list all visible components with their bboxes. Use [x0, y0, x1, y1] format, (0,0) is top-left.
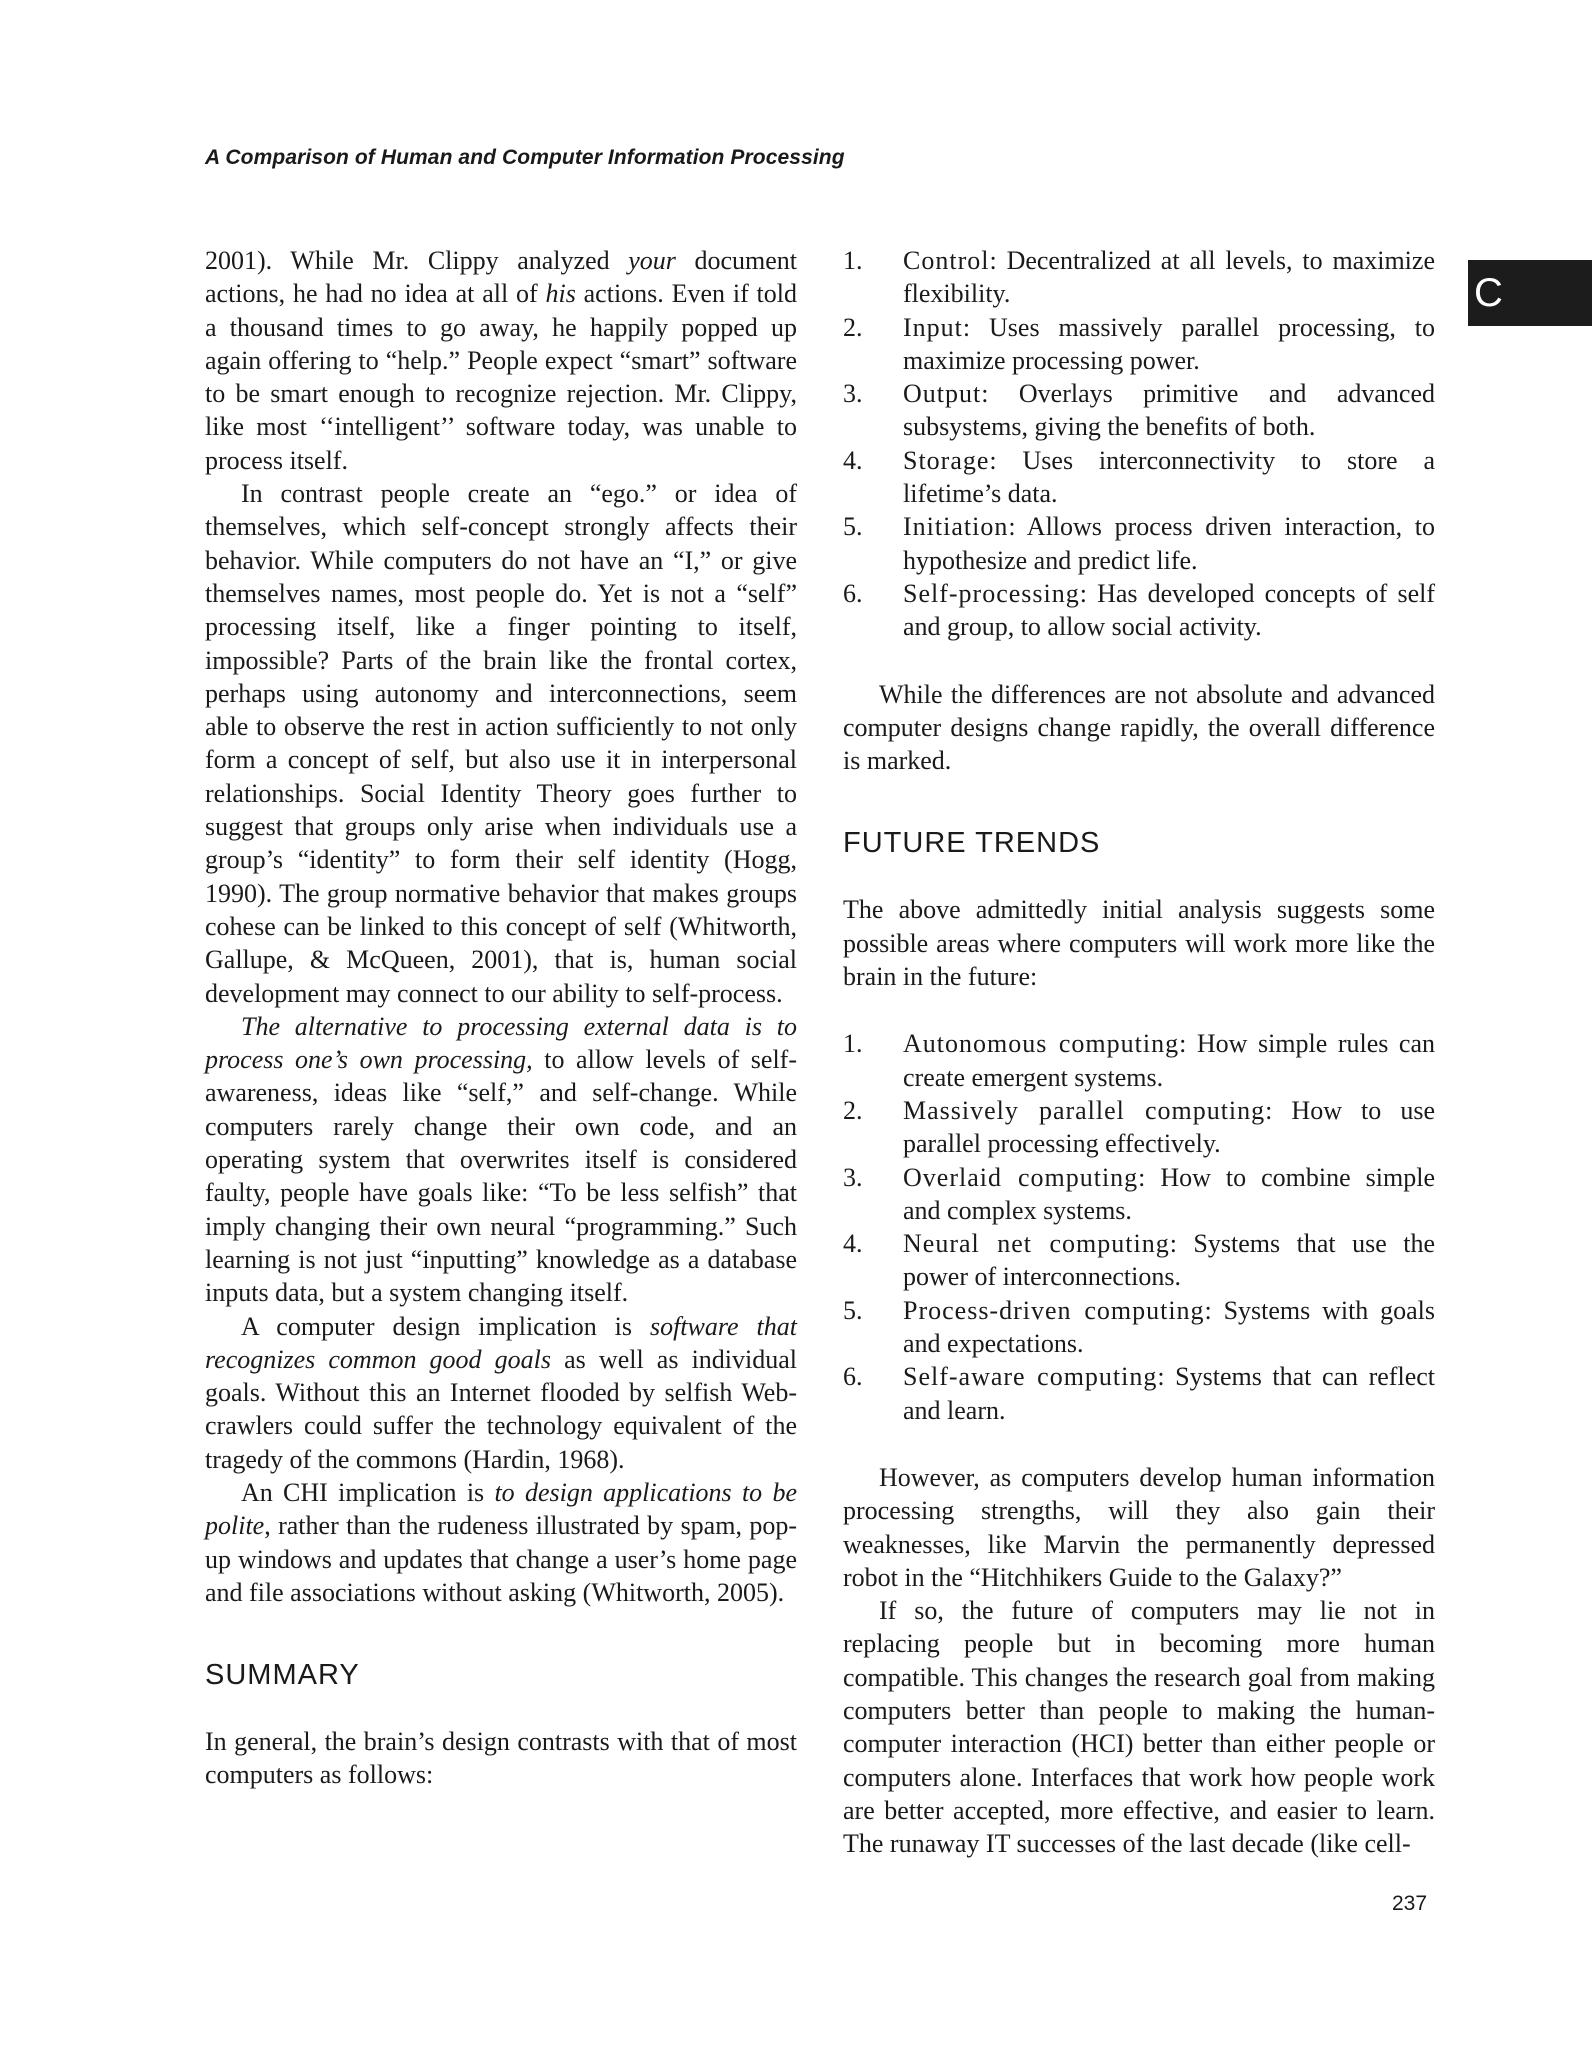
- future-intro: The above admittedly initial analysis suggests some possible areas where computers will work more like the brain in the future:: [843, 895, 1435, 992]
- page-number: 237: [1392, 1892, 1428, 1915]
- paragraph-clippy: 2001). While Mr. Clippy analyzed your document actions, he had no idea at all of his actions. Even if told a thousand times to go away, he happily popped up again offering to “help.” People expect “smart” software to be smart enough to recognize rejection. Mr. Clippy, like most ‘‘intelligent’’ software today, was unable to process itself.: [205, 246, 797, 475]
- future-trends-list: [843, 1027, 1435, 1427]
- paragraph-polite: An CHI implication is to design applications to be polite, rather than the rudeness illustrated by spam, pop-up windows and updates that change a user’s home page and file associations without asking (Whitworth, 2005).: [205, 1477, 797, 1607]
- right-column: [843, 244, 1435, 1860]
- list-item: 6. Self-processing: Has developed concepts of self and group, to allow social activity.: [843, 578, 1435, 642]
- summary-text: In general, the brain’s design contrasts with that of most computers as follows:: [205, 1727, 797, 1790]
- running-head: A Comparison of Human and Computer Information Processing: [205, 146, 845, 169]
- paragraph-common-good: A computer design implication is software that recognizes common good goals as well as individual goals. Without this an Internet flooded by selfish Web-crawlers could suffer the technology equivalent of the tragedy of the commons (Hardin, 1968).: [205, 1311, 798, 1474]
- list-item: 4. Neural net computing: Systems that use the power of interconnections.: [843, 1229, 1435, 1292]
- brain-design-list: [843, 244, 1435, 644]
- paragraph-if-so: If so, the future of computers may lie not in replacing people but in becoming more human compatible. This changes the research goal from making computers better than people to making the human-computer interaction (HCI) better than either people or computers alone. Interfaces that work how people work are better accepted, more effective, and easier to learn. The runaway IT successes of the last decade (like cell-: [843, 1596, 1435, 1859]
- paragraph-self-processing: The alternative to processing external data is to process one’s own processing, to allow levels of self-awareness, ideas like “self,” and self-change. While computers rarely change their own code, and an operating system that overwrites itself is considered faulty, people have goals like: “To be less selfish” that imply changing their own neural “programming.” Such learning is not just “inputting” knowledge as a database inputs data, but a system changing itself.: [205, 1011, 797, 1308]
- list-item: 5. Process-driven computing: Systems with goals and expectations.: [843, 1295, 1435, 1359]
- list-item: 4. Storage: Uses interconnectivity to store a lifetime’s data.: [843, 445, 1435, 509]
- list-item: 2. Massively parallel computing: How to use parallel processing effectively.: [843, 1095, 1435, 1159]
- list-item: 3. Overlaid computing: How to combine simple and complex systems.: [843, 1162, 1435, 1225]
- list-item: 6. Self-aware computing: Systems that can reflect and learn.: [843, 1362, 1435, 1425]
- summary-heading: SUMMARY: [205, 1659, 360, 1692]
- list-item: 3. Output: Overlays primitive and advanced subsystems, giving the benefits of both.: [843, 379, 1435, 442]
- list-item: 5. Initiation: Allows process driven interaction, to hypothesize and predict life.: [843, 512, 1435, 575]
- future-trends-heading: FUTURE TRENDS: [843, 827, 1101, 860]
- section-tab: C: [1468, 260, 1592, 326]
- paragraph-ego: In contrast people create an “ego.” or idea of themselves, which self-concept strongly affects their behavior. While computers do not have an “I,” or give themselves names, most people do. Yet is not a “self” processing itself, like a finger pointing to itself, impossible? Parts of the brain like the frontal cortex, perhaps using autonomy and interconnections, seem able to observe the rest in action sufficiently to not only form a concept of self, but also use it in interpersonal relationships. Social Identity Theory goes further to suggest that groups only arise when individuals use a group’s “identity” to form their self identity (Hogg, 1990). The group normative behavior that makes groups cohese can be linked to this concept of self (Whitworth, Gallupe, & McQueen, 2001), that is, human social development may connect to our ability to self-process.: [205, 479, 797, 1008]
- paragraph-differences: While the differences are not absolute and advanced computer designs change rapidly, the overall difference is marked.: [843, 679, 1435, 776]
- left-column: [205, 244, 797, 1792]
- list-item: 2. Input: Uses massively parallel processing, to maximize processing power.: [843, 312, 1435, 375]
- list-item: 1. Control: Decentralized at all levels, to maximize flexibility.: [843, 246, 1435, 309]
- list-item: 1. Autonomous computing: How simple rules can create emergent systems.: [843, 1029, 1435, 1092]
- paragraph-however: However, as computers develop human information processing strengths, will they also gain their weaknesses, like Marvin the permanently depressed robot in the “Hitchhikers Guide to the Galaxy?”: [843, 1462, 1435, 1592]
